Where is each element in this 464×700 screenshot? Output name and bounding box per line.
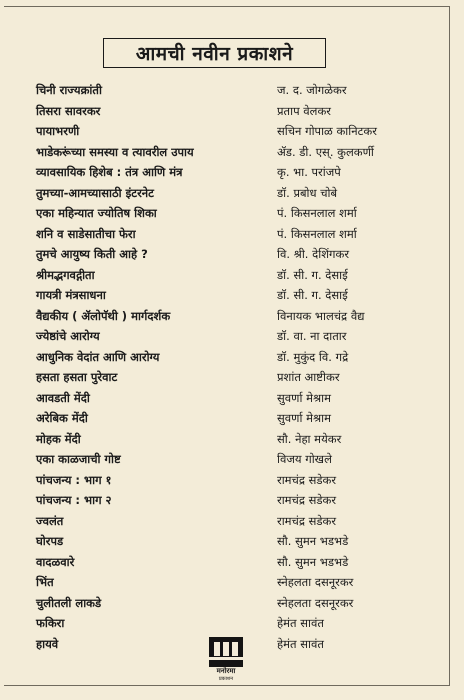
- list-item: [0, 121, 464, 142]
- book-author: प्रताप वेलकर: [277, 103, 331, 118]
- book-title: तिसरा सावरकर: [36, 103, 101, 118]
- list-item: [0, 244, 464, 265]
- list-item: [0, 203, 464, 224]
- book-title: पायाभरणी: [36, 124, 80, 138]
- list-item: [0, 572, 464, 593]
- book-author: हेमंत सावंत: [277, 636, 324, 651]
- book-author: रामचंद्र सडेकर: [277, 493, 337, 507]
- list-item: [0, 613, 464, 634]
- book-title: एका काळजाची गोष्ट: [36, 452, 121, 466]
- book-author: हेमंत सावंत: [277, 616, 324, 630]
- list-item: [0, 593, 464, 614]
- list-item: [0, 142, 464, 163]
- book-title: फकिरा: [36, 616, 65, 630]
- book-title: व्यावसायिक हिशेब : तंत्र आणि मंत्र: [36, 165, 183, 179]
- list-item: [0, 347, 464, 368]
- book-title: भाडेकरूंच्या समस्या व त्यावरील उपाय: [36, 144, 194, 159]
- book-title: एका महिन्यात ज्योतिष शिका: [36, 206, 157, 220]
- list-item: [0, 80, 464, 101]
- list-item: [0, 470, 464, 491]
- book-author: पं. किसनलाल शर्मा: [277, 226, 357, 241]
- book-author: सुवर्णा मेश्राम: [277, 411, 331, 425]
- book-author: स्नेहलता दसनूरकर: [277, 575, 354, 589]
- book-author: सौ. सुमन भडभडे: [277, 554, 349, 569]
- page-title: आमची नवीन प्रकाशने: [103, 38, 326, 68]
- book-author: विजय गोखले: [277, 452, 332, 466]
- book-author: डॉ. वा. ना दातार: [277, 329, 347, 343]
- book-title: चिनी राज्यक्रांती: [36, 83, 102, 97]
- book-title: गायत्री मंत्रसाधना: [36, 288, 106, 302]
- list-item: [0, 224, 464, 245]
- book-author: स्नेहलता दसनूरकर: [277, 595, 354, 610]
- book-title: ज्येष्ठांचे आरोग्य: [36, 329, 100, 343]
- list-item: [0, 183, 464, 204]
- book-author: सौ. नेहा मयेकर: [277, 431, 342, 446]
- book-title: श्रीमद्भगवद्गीता: [36, 267, 95, 282]
- book-title: हसता हसता पुरेवाट: [36, 370, 118, 384]
- list-item: [0, 285, 464, 306]
- book-title: मोहक मेंदी: [36, 431, 81, 446]
- list-item: [0, 429, 464, 450]
- book-author: कृ. भा. परांजपे: [277, 165, 341, 179]
- book-author: सौ. सुमन भडभडे: [277, 534, 349, 548]
- book-author: ॲड. डी. एस्. कुलकर्णी: [277, 144, 374, 159]
- book-title: शनि व साडेसातीचा फेरा: [36, 226, 136, 241]
- list-item: [0, 449, 464, 470]
- book-author: सचिन गोपाळ कानिटकर: [277, 124, 377, 138]
- book-stack-icon: [209, 637, 243, 667]
- list-item: [0, 511, 464, 532]
- book-title: भिंत: [36, 575, 54, 589]
- list-item: [0, 101, 464, 122]
- publisher-tagline: प्रकाशन: [218, 676, 234, 682]
- book-title: पांचजन्य : भाग १: [36, 472, 112, 487]
- list-item: [0, 367, 464, 388]
- list-item: [0, 265, 464, 286]
- book-title: घोरपड: [36, 534, 64, 548]
- book-title: आधुनिक वेदांत आणि आरोग्य: [36, 349, 160, 364]
- book-title: तुमच्या-आमच्यासाठी इंटरनेट: [36, 185, 154, 200]
- book-title: अरेबिक मेंदी: [36, 411, 88, 425]
- book-author: डॉ. सी. ग. देसाई: [277, 267, 348, 282]
- publisher-name: मनोरमा: [216, 667, 236, 675]
- book-title: वादळवारे: [36, 554, 75, 569]
- book-title: तुमचे आयुष्य किती आहे ?: [36, 247, 148, 261]
- book-author: प्रशांत आष्टीकर: [277, 370, 340, 384]
- list-item: [0, 552, 464, 573]
- book-author: पं. किसनलाल शर्मा: [277, 206, 357, 220]
- list-item: [0, 306, 464, 327]
- list-item: [0, 531, 464, 552]
- publisher-logo: [209, 637, 243, 682]
- list-item: [0, 408, 464, 429]
- book-title: हायवे: [36, 636, 59, 651]
- book-title: आवडती मेंदी: [36, 390, 90, 405]
- book-author: विनायक भालचंद्र वैद्य: [277, 308, 365, 323]
- book-author: डॉ. प्रबोध चोबे: [277, 185, 338, 200]
- list-item: [0, 326, 464, 347]
- book-author: रामचंद्र सडेकर: [277, 472, 337, 487]
- book-title: पांचजन्य : भाग २: [36, 493, 112, 507]
- book-author: डॉ. मुकुंद वि. गद्रे: [277, 349, 349, 364]
- book-author: वि. श्री. देशिंगकर: [277, 247, 350, 261]
- book-title: चुलीतली लाकडे: [36, 595, 102, 610]
- list-item: [0, 490, 464, 511]
- list-item: [0, 388, 464, 409]
- book-author: रामचंद्र सडेकर: [277, 513, 337, 528]
- book-title: वैद्यकीय ( ॲलोपॅथी ) मार्गदर्शक: [36, 308, 171, 323]
- book-author: ज. द. जोगळेकर: [277, 83, 347, 97]
- list-item: [0, 162, 464, 183]
- book-author: सुवर्णा मेश्राम: [277, 390, 331, 405]
- book-author: डॉ. सी. ग. देसाई: [277, 288, 348, 302]
- book-list: [0, 80, 464, 654]
- book-title: ज्वलंत: [36, 513, 64, 528]
